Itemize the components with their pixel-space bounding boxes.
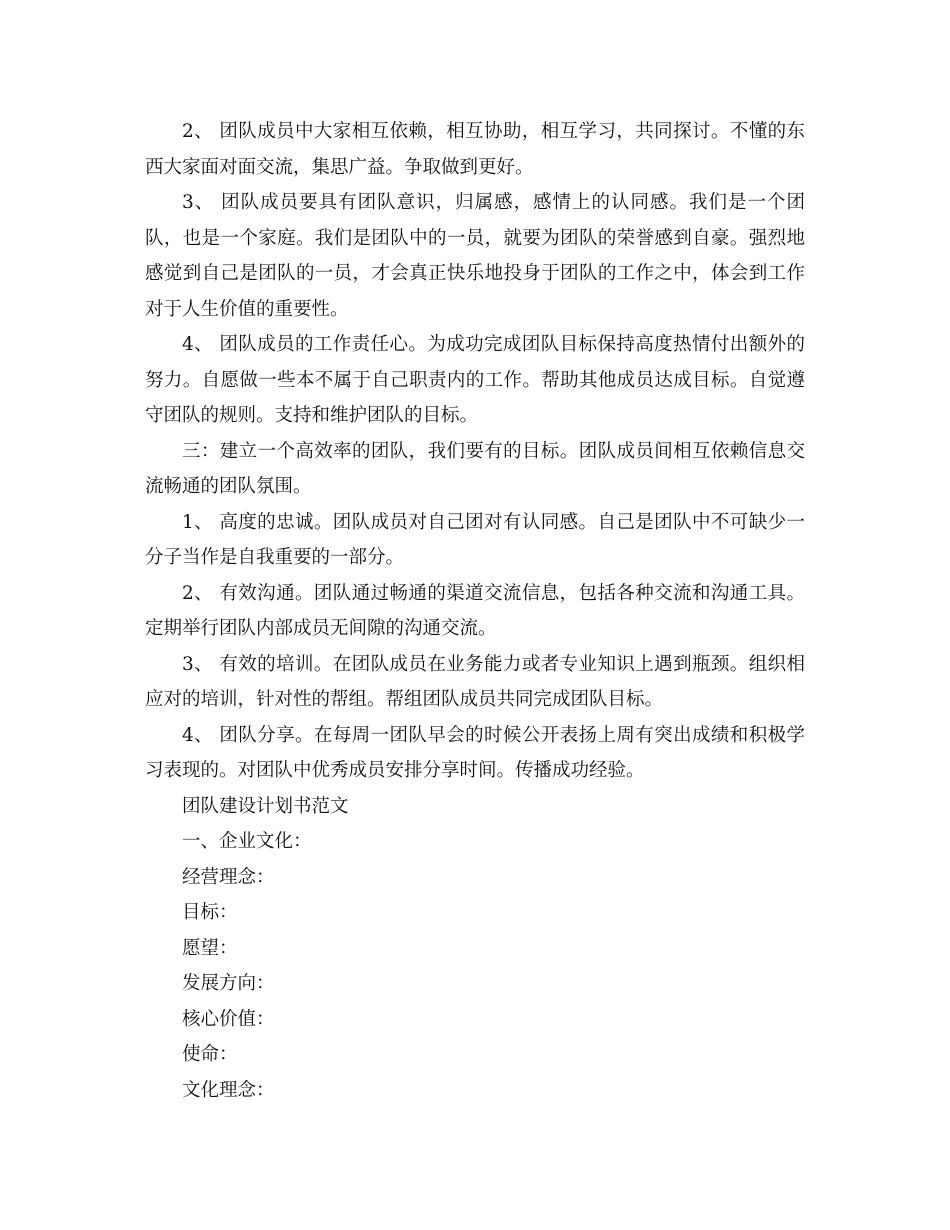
item-goal: 目标： [182, 902, 238, 923]
paragraph-training: 3、 有效的培训。在团队成员在业务能力或者专业知识上遇到瓶颈。组织相应对的培训，针对性的帮组。帮组团队成员共同完成团队目标。 [145, 653, 805, 710]
paragraph-sharing: 4、 团队分享。在每周一团队早会的时候公开表扬上周有突出成绩和积极学习表现的。对团队中优秀成员安排分享时间。传播成功经验。 [145, 724, 805, 781]
paragraph-team-dependence: 2、 团队成员中大家相互依赖，相互协助，相互学习，共同探讨。不懂的东西大家面对面交流，集思广益。争取做到更好。 [145, 121, 805, 178]
item-development-direction: 发展方向： [182, 973, 275, 994]
paragraph-loyalty: 1、 高度的忠诚。团队成员对自己团对有认同感。自己是团队中不可缺少一分子当作是自我重要的一部分。 [145, 511, 805, 568]
item-cultural-philosophy: 文化理念： [182, 1079, 275, 1101]
heading-corporate-culture: 一、企业文化： [182, 831, 312, 852]
item-business-philosophy: 经营理念： [182, 866, 275, 888]
item-core-values: 核心价值： [182, 1008, 275, 1030]
paragraph-communication: 2、 有效沟通。团队通过畅通的渠道交流信息，包括各种交流和沟通工具。定期举行团队内部成员无间隙的沟通交流。 [145, 582, 805, 639]
paragraph-efficient-team-goal: 三：建立一个高效率的团队，我们要有的目标。团队成员间相互依赖信息交流畅通的团队氛围。 [145, 440, 805, 497]
item-mission: 使命： [182, 1044, 238, 1065]
document-body [145, 114, 805, 1108]
section-title: 团队建设计划书范文 [182, 795, 349, 817]
paragraph-work-responsibility: 4、 团队成员的工作责任心。为成功完成团队目标保持高度热情付出额外的努力。自愿做一些本不属于自己职责内的工作。帮助其他成员达成目标。自觉遵守团队的规则。支持和维护团队的目标。 [145, 334, 805, 426]
item-aspiration: 愿望： [182, 937, 238, 959]
paragraph-team-awareness: 3、 团队成员要具有团队意识，归属感，感情上的认同感。我们是一个团队，也是一个家庭。我们是团队中的一员，就要为团队的荣誉感到自豪。强烈地感觉到自己是团队的一员，才会真正快乐地投身于团队的工作之中，体会到工作对于人生价值的重要性。 [145, 192, 805, 320]
